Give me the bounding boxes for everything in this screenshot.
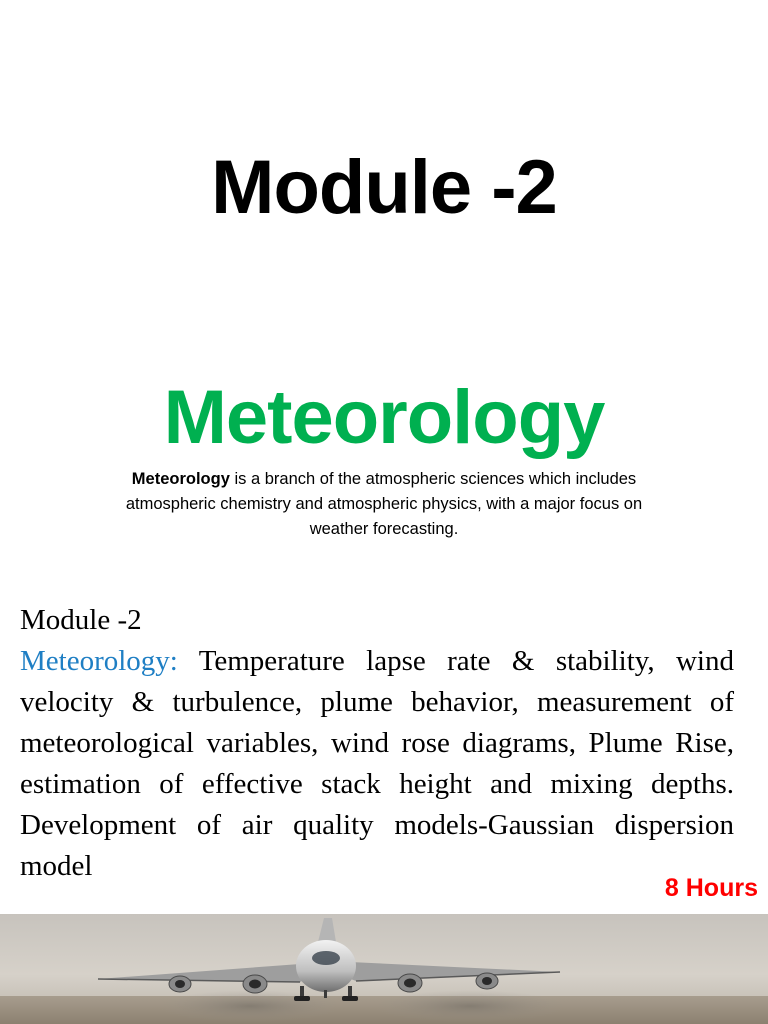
module-heading: Module -2: [211, 145, 557, 230]
syllabus-body: [20, 641, 734, 887]
exhaust-haze-right: [375, 990, 565, 1022]
syllabus-topics: Temperature lapse rate & stability, wind velocity & turbulence, plume behavior, measurement of meteorological variables, wind rose diagrams, Plume Rise, estimation of effective stack height and mixing depths. Development of air quality models-Gaussian dispersion model: [20, 645, 734, 882]
syllabus-topic-label: Meteorology:: [20, 645, 178, 677]
fuselage: [296, 940, 356, 992]
airplane-photo: [0, 914, 768, 1024]
hours-label: 8 Hours: [664, 874, 758, 902]
exhaust-haze-left: [160, 990, 340, 1022]
syllabus-title: Module -2: [20, 604, 142, 636]
topic-heading: Meteorology: [163, 375, 605, 460]
definition-text: [100, 467, 668, 542]
syllabus-block: [20, 600, 734, 887]
cockpit-window: [312, 951, 340, 965]
definition-term: Meteorology: [131, 470, 230, 488]
airplane-takeoff-image: [0, 914, 768, 1024]
definition-body: is a branch of the atmospheric sciences which includes atmospheric chemistry and atmospheric physics, with a major focus on weather forecasting.: [125, 470, 643, 538]
